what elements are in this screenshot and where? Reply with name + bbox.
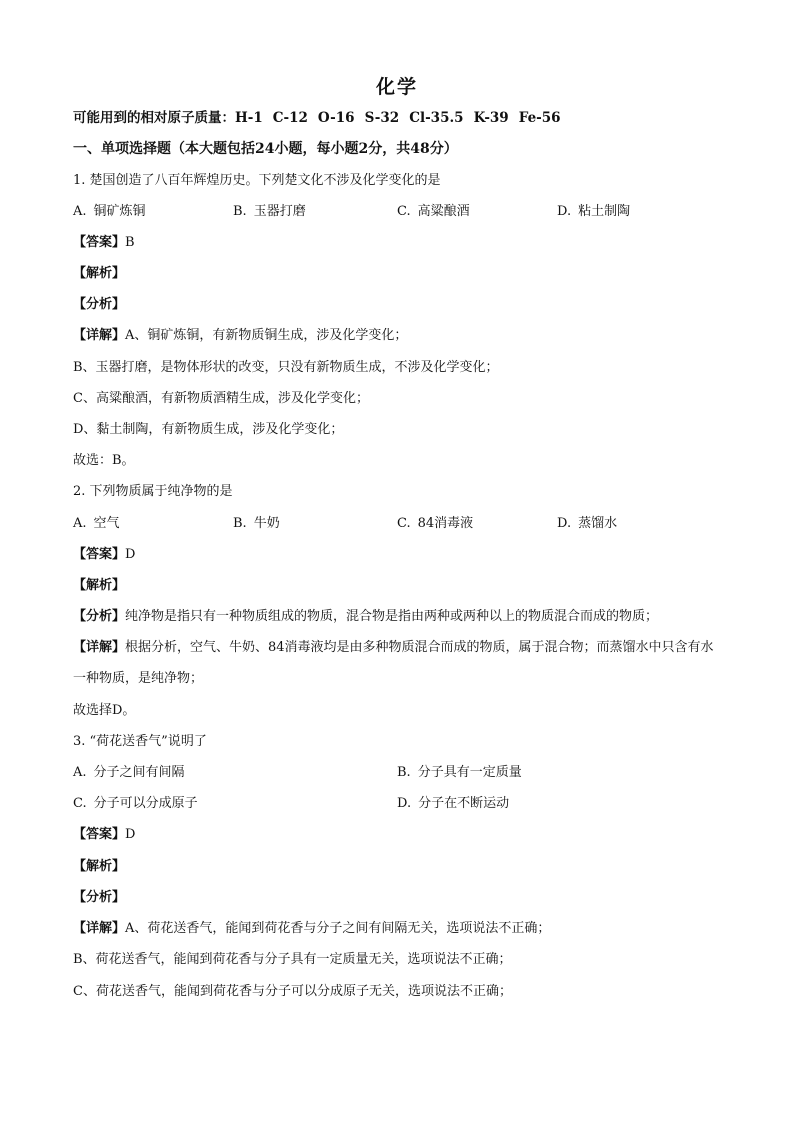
atomic-mass-label: 可能用到的相对原子质量： (73, 110, 235, 126)
q3-option-d: D. 分子在不断运动 (397, 796, 510, 811)
q3-detail-line-b: B、荷花送香气，能闻到荷花香与分子具有一定质量无关，选项说法不正确； (73, 952, 512, 967)
q3-detail-line-c: C、荷花送香气，能闻到荷花香与分子可以分成原子无关，选项说法不正确； (73, 984, 512, 999)
atomic-mass-h: H-1 (235, 110, 263, 126)
question-2-stem: 2. 下列物质属于纯净物的是 (73, 484, 233, 499)
page-title: 化学 (375, 76, 418, 98)
q2-detail: 【详解】根据分析，空气、牛奶、84消毒液均是由多种物质混合而成的物质，属于混合物；而蒸馏水中只含有水一种物质，是纯净物； (73, 640, 714, 686)
q1-fenxi: 【分析】 (73, 297, 126, 312)
q1-detail-line-c: C、高粱酿酒，有新物质酒精生成，涉及化学变化； (73, 391, 369, 406)
q1-detail-line-a: 【详解】A、铜矿炼铜，有新物质铜生成，涉及化学变化； (73, 328, 408, 343)
q2-analysis-label: 【解析】 (73, 578, 126, 593)
q3-analysis-label: 【解析】 (73, 859, 126, 874)
atomic-mass-fe: Fe-56 (518, 110, 561, 126)
atomic-mass-k: K-39 (473, 110, 509, 126)
q1-detail-line-b: B、玉器打磨，是物体形状的改变，只没有新物质生成，不涉及化学变化； (73, 360, 499, 375)
q1-option-b: B. 玉器打磨 (233, 204, 306, 219)
q2-conclusion: 故选择D。 (73, 703, 136, 718)
atomic-mass-cl: Cl-35.5 (409, 110, 464, 126)
q1-option-c: C. 高粱酿酒 (397, 204, 470, 219)
q2-option-b: B. 牛奶 (233, 516, 280, 531)
q3-option-c: C. 分子可以分成原子 (73, 796, 198, 811)
atomic-mass-line (73, 108, 571, 128)
q3-option-a: A. 分子之间有间隔 (73, 765, 185, 780)
q2-option-a: A. 空气 (73, 516, 120, 531)
question-1-stem: 1. 楚国创造了八百年辉煌历史。下列楚文化不涉及化学变化的是 (73, 173, 441, 188)
q3-answer: 【答案】D (73, 827, 136, 842)
q2-option-c: C. 84消毒液 (397, 516, 474, 531)
q3-fenxi: 【分析】 (73, 890, 126, 905)
question-3-stem: 3. “荷花送香气”说明了 (73, 734, 207, 749)
q3-detail-line-a: 【详解】A、荷花送香气，能闻到荷花香与分子之间有间隔无关，选项说法不正确； (73, 921, 551, 936)
q1-conclusion: 故选：B。 (73, 453, 135, 468)
q2-option-d: D. 蒸馏水 (557, 516, 618, 531)
q1-option-a: A. 铜矿炼铜 (73, 204, 146, 219)
section-heading: 一、单项选择题（本大题包括24小题，每小题2分，共48分） (73, 141, 458, 157)
q3-option-b: B. 分子具有一定质量 (397, 765, 522, 780)
atomic-mass-o: O-16 (317, 110, 355, 126)
q1-analysis-label: 【解析】 (73, 266, 126, 281)
q1-answer: 【答案】B (73, 235, 135, 250)
q2-answer: 【答案】D (73, 547, 136, 562)
q1-option-d: D. 粘土制陶 (557, 204, 631, 219)
q1-detail-line-d: D、黏土制陶，有新物质生成，涉及化学变化； (73, 422, 344, 437)
atomic-mass-s: S-32 (364, 110, 400, 126)
atomic-mass-c: C-12 (272, 110, 308, 126)
q2-fenxi: 【分析】纯净物是指只有一种物质组成的物质，混合物是指由两种或两种以上的物质混合而成的物质； (73, 609, 659, 624)
